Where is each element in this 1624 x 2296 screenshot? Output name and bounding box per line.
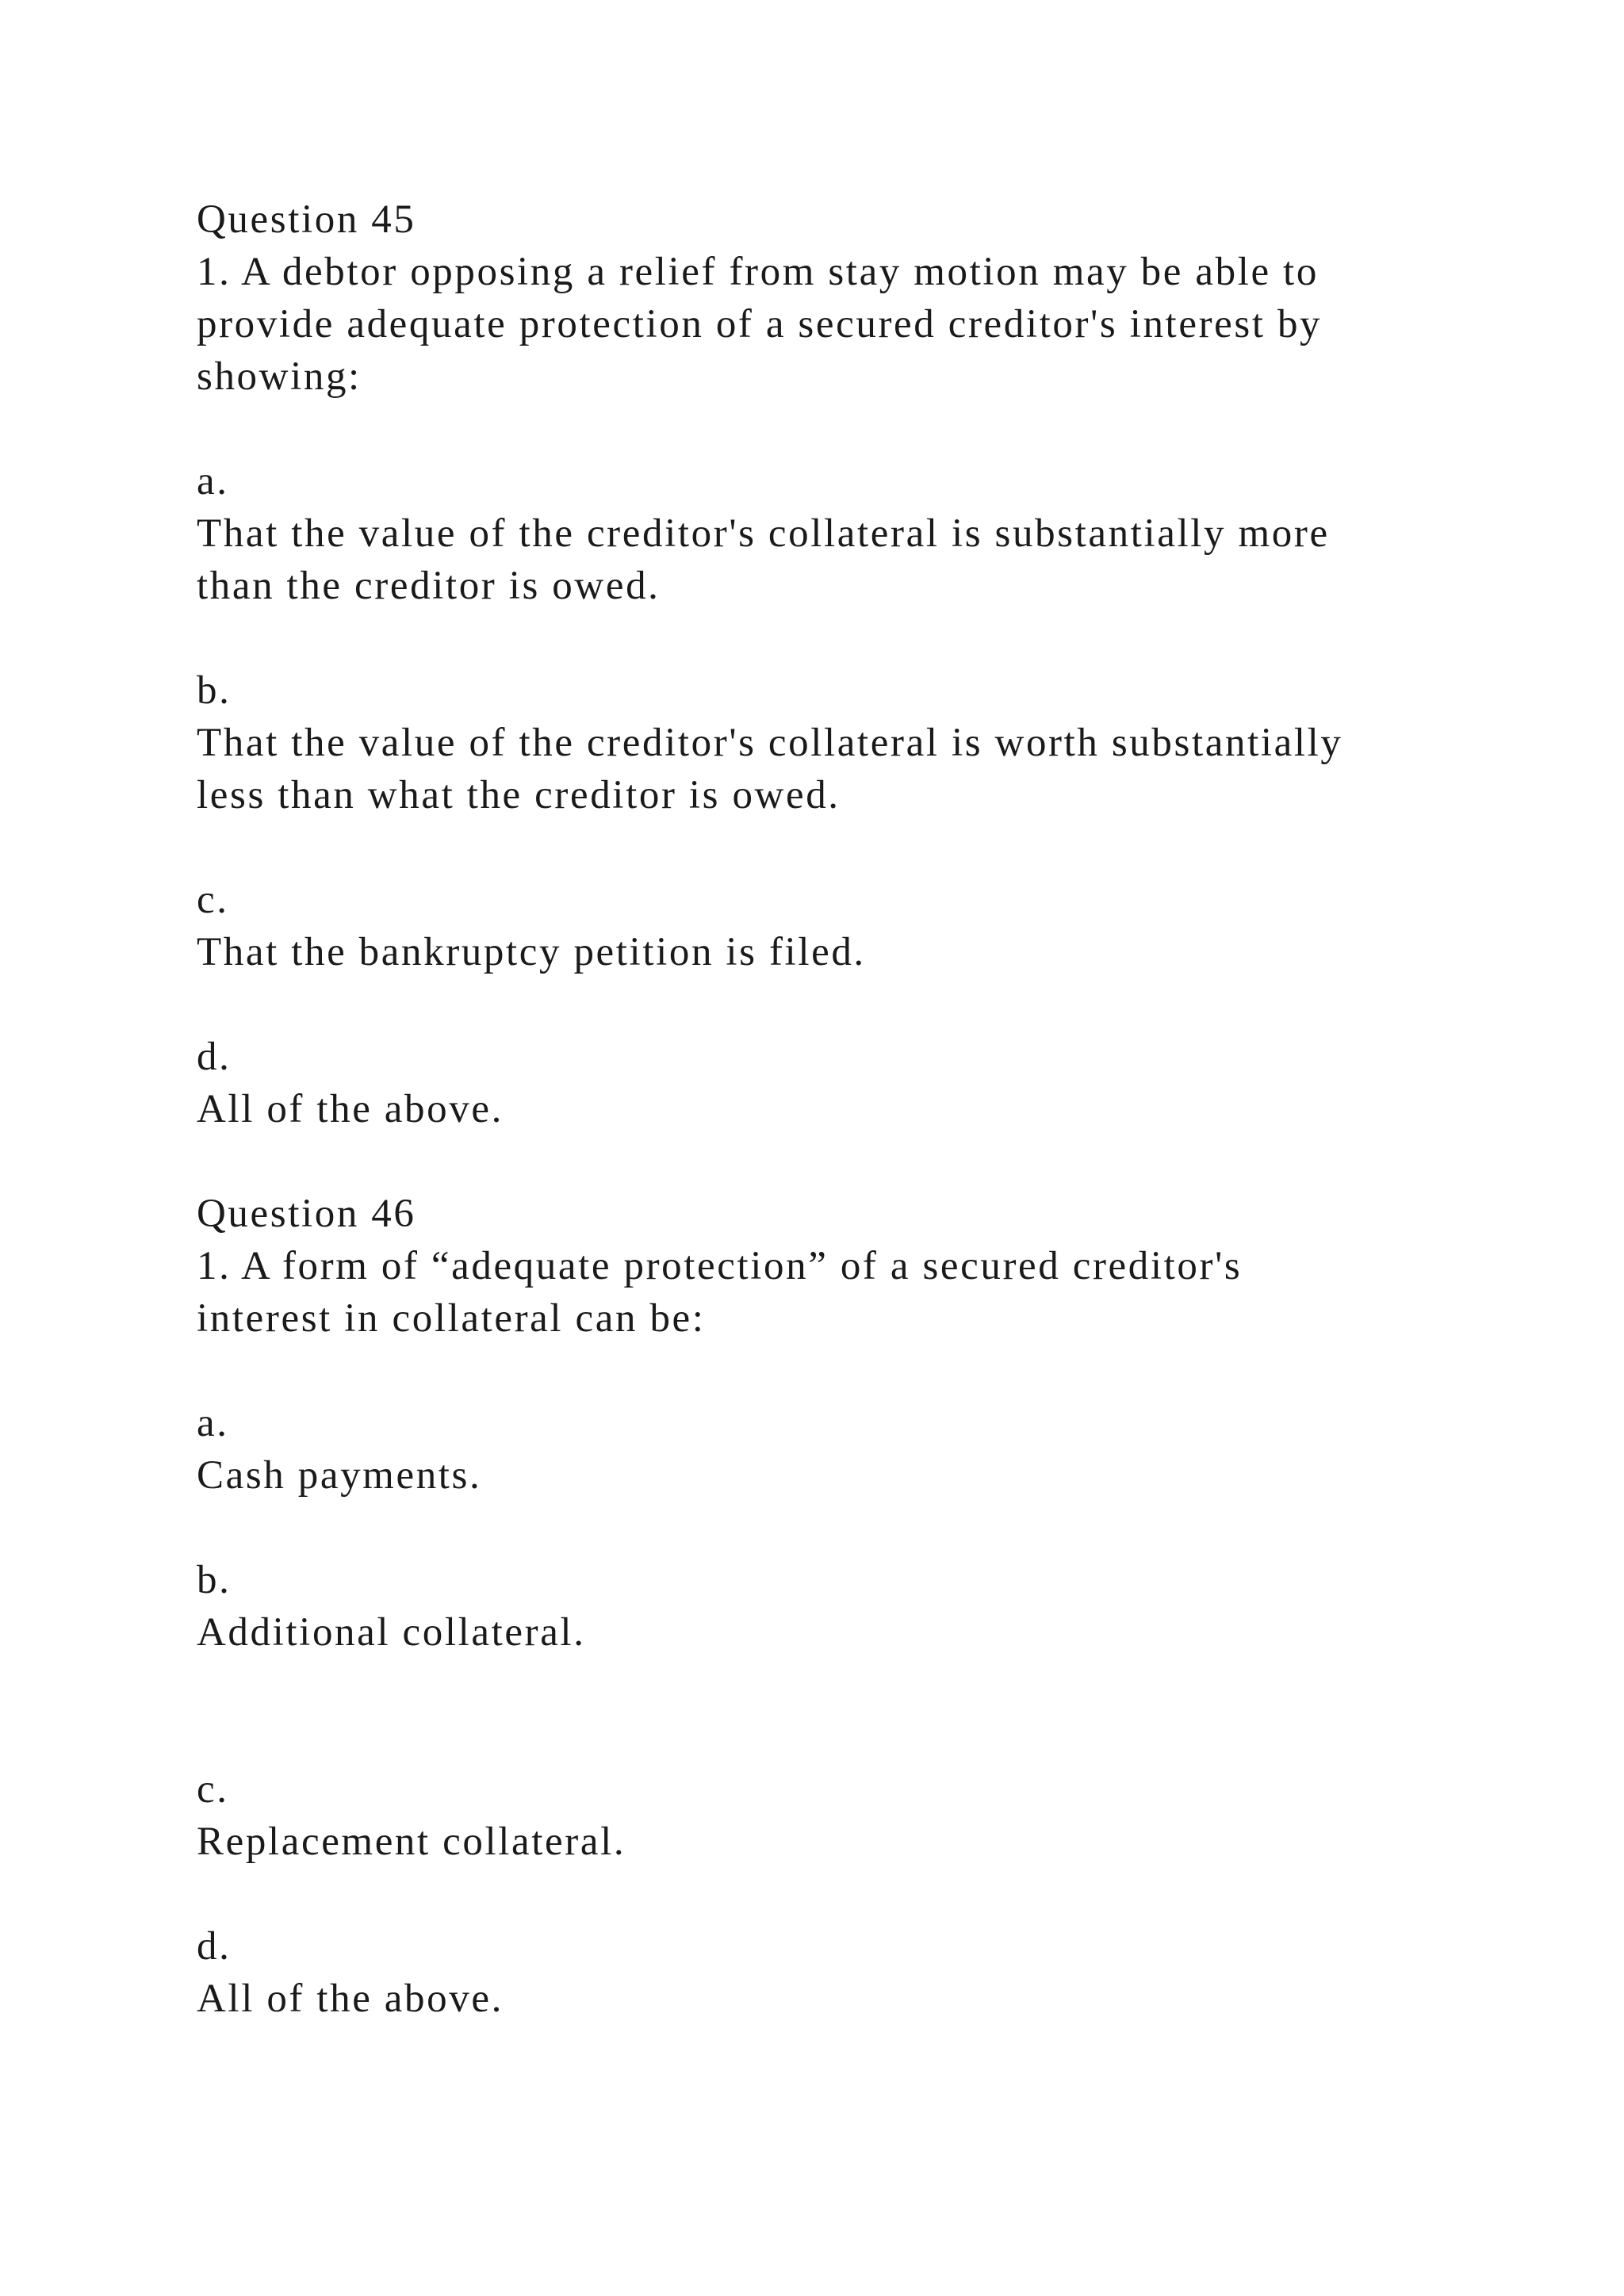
answer-option-d [197,1920,1465,2025]
option-text: That the value of the creditor's collateral is substantially more [197,511,1330,556]
question-prompt-line: 1. A form of “adequate protection” of a secured creditor's [197,1244,1243,1288]
option-letter: c. [197,1767,229,1812]
option-text: than the creditor is owed. [197,564,661,608]
option-text: All of the above. [197,1087,504,1131]
option-text: That the value of the creditor's collateral is worth substantially [197,721,1343,765]
answer-option-a [197,455,1465,612]
question-heading: Question 46 [197,1192,416,1236]
option-text: Additional collateral. [197,1610,586,1655]
question-prompt-line: interest in collateral can be: [197,1296,706,1341]
answer-option-d [197,1031,1465,1135]
option-letter: b. [197,668,232,713]
option-text: All of the above. [197,1976,504,2021]
answer-option-c [197,874,1465,978]
option-letter: d. [197,1924,232,1969]
answer-option-a [197,1397,1465,1502]
option-text: Cash payments. [197,1453,482,1498]
option-letter: b. [197,1558,232,1602]
option-letter: a. [197,1401,229,1445]
option-letter: a. [197,459,229,503]
question-heading: Question 45 [197,197,416,242]
answer-option-c [197,1763,1465,1868]
option-text: Replacement collateral. [197,1820,626,1864]
question-45 [197,193,1465,1135]
option-letter: c. [197,878,229,922]
question-prompt-line: 1. A debtor opposing a relief from stay motion may be able to [197,250,1319,294]
question-46 [197,1188,1465,2025]
answer-option-b [197,664,1465,821]
option-text: less than what the creditor is owed. [197,773,841,817]
answer-option-b [197,1554,1465,1659]
document-page [197,193,1465,2025]
option-text: That the bankruptcy petition is filed. [197,930,866,974]
question-prompt-line: showing: [197,354,362,399]
question-prompt-line: provide adequate protection of a secured creditor's interest by [197,302,1323,346]
option-letter: d. [197,1035,232,1079]
